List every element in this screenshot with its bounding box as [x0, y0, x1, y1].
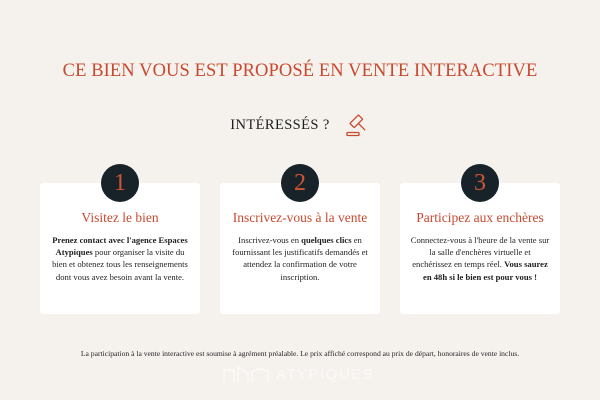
step-description — [230, 234, 370, 283]
interest-row — [0, 112, 600, 138]
step-description-emphasis: quelques clics — [301, 235, 352, 245]
step-description-text: pour organiser la visite du bien et obtenez tous les renseignements dont vous avez besoin avant la vente. — [52, 247, 188, 282]
page-headline: CE BIEN VOUS EST PROPOSÉ EN VENTE INTERACTIVE — [62, 61, 538, 81]
step-card-bid — [400, 183, 560, 314]
watermark-text: ATYPIQUES — [276, 365, 375, 383]
step-description — [50, 234, 190, 283]
step-description-emphasis: Vous saurez en 48h si le bien est pour vous ! — [423, 259, 548, 282]
step-description-text: Inscrivez-vous en — [238, 235, 302, 245]
interest-label: INTÉRESSÉS ? — [230, 116, 330, 133]
step-number-badge: 3 — [461, 164, 499, 202]
step-description-text: en fournissant les justificatifs demandés et attendez la confirmation de votre inscription. — [232, 235, 368, 282]
step-description-emphasis: Prenez contact avec l'agence Espaces Atypiques — [52, 235, 188, 258]
step-number-badge: 2 — [281, 164, 319, 202]
step-card-register — [220, 183, 380, 314]
gavel-icon — [344, 112, 370, 138]
step-description-text: Connectez-vous à l'heure de la vente sur la salle d'enchères virtuelle et enchérissez en temps réel. — [410, 235, 550, 270]
legal-footnote: La participation à la vente interactive est soumise à agrément préalable. Le prix affiché correspond au prix de départ, honoraires de vente inclus. — [80, 349, 520, 358]
step-number-badge: 1 — [101, 164, 139, 202]
step-title: Inscrivez-vous à la vente — [232, 210, 368, 225]
step-card-visit — [40, 183, 200, 314]
step-description — [410, 234, 550, 283]
step-title: Visitez le bien — [81, 210, 159, 225]
espaces-atypiques-logo-icon — [222, 364, 270, 384]
step-title: Participez aux enchères — [416, 210, 544, 225]
watermark — [222, 364, 374, 384]
